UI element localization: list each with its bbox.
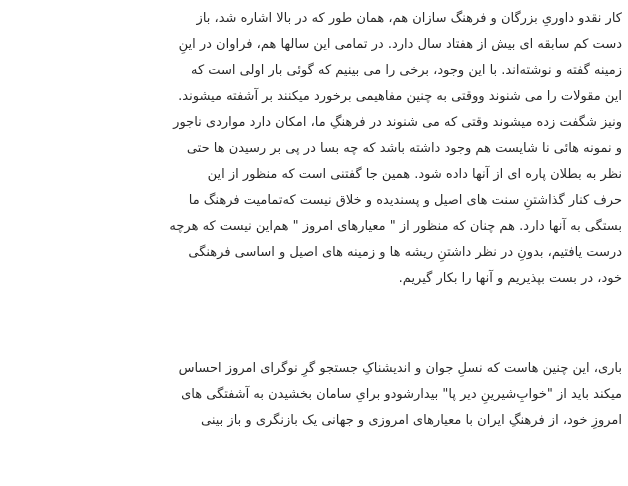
text-line: درست یافتیم، بدونِ در نظر داشتنِ ریشه ها و زمینه های اصیل و اساسی فرهنگی bbox=[188, 245, 622, 260]
text-line: زمینه گفته و نوشته‌اند. با این وجود، برخی را می بینیم که گوئی بار اولی است که bbox=[190, 63, 622, 78]
paragraph-1 bbox=[6, 6, 622, 292]
text-line: باری، این چنین هاست که نسلِ جوان و اندیشناکِ جستجو گرِ نوگرای امروز احساس bbox=[178, 361, 622, 376]
paragraph-2 bbox=[6, 356, 622, 434]
text-line: بستگی به آنها دارد. هم چنان که منظور از " معیارهای امروز " هم‌این نیست که هرچه bbox=[169, 219, 622, 234]
text-line: این مقولات را می شنوند ووقتی به چنین مفاهیمی برخورد میکنند بر آشفته میشوند. bbox=[178, 89, 622, 104]
text-line: امروزِ خود، از فرهنگِ ایران با معیارهای امروزی و جهانی یک بازنگری و باز بینی bbox=[200, 413, 622, 428]
text-line: دست کم سابقه ای بیش از هفتاد سال دارد. در تمامی این سالها هم، فراوان در اینِ bbox=[178, 37, 622, 52]
text-line: کار نقدو داوریِ بزرگان و فرهنگ سازان هم، همان طور که در بالا اشاره شد، باز bbox=[196, 11, 622, 26]
text-line: خود، در بست بپذیریم و آنها را بکار گیریم. bbox=[398, 271, 622, 286]
text-line: میکند باید از "خوابِ‌شیرینِ دیر پا" بیدارشودو برایِ سامان بخشیدن به آشفتگی های bbox=[181, 387, 622, 402]
text-line: نظر به بطلان پاره ای از آنها داده شود. همین جا گفتنی است که منظور از این bbox=[207, 167, 622, 182]
text-line: حرف کنار گذاشتنِ سنت های اصیل و پسندیده و خلاق نیست که‌تمامیت فرهنگ ما bbox=[188, 193, 622, 208]
text-line: و نمونه هائی نا شایست هم وجود داشته باشد که چه بسا در پی بر رسیدن ها حتی bbox=[186, 141, 622, 156]
text-line: ونیز شگفت زده میشوند وقتی که می شنوند در فرهنگِ ما، امکان دارد مواردی ناجور bbox=[173, 115, 622, 130]
